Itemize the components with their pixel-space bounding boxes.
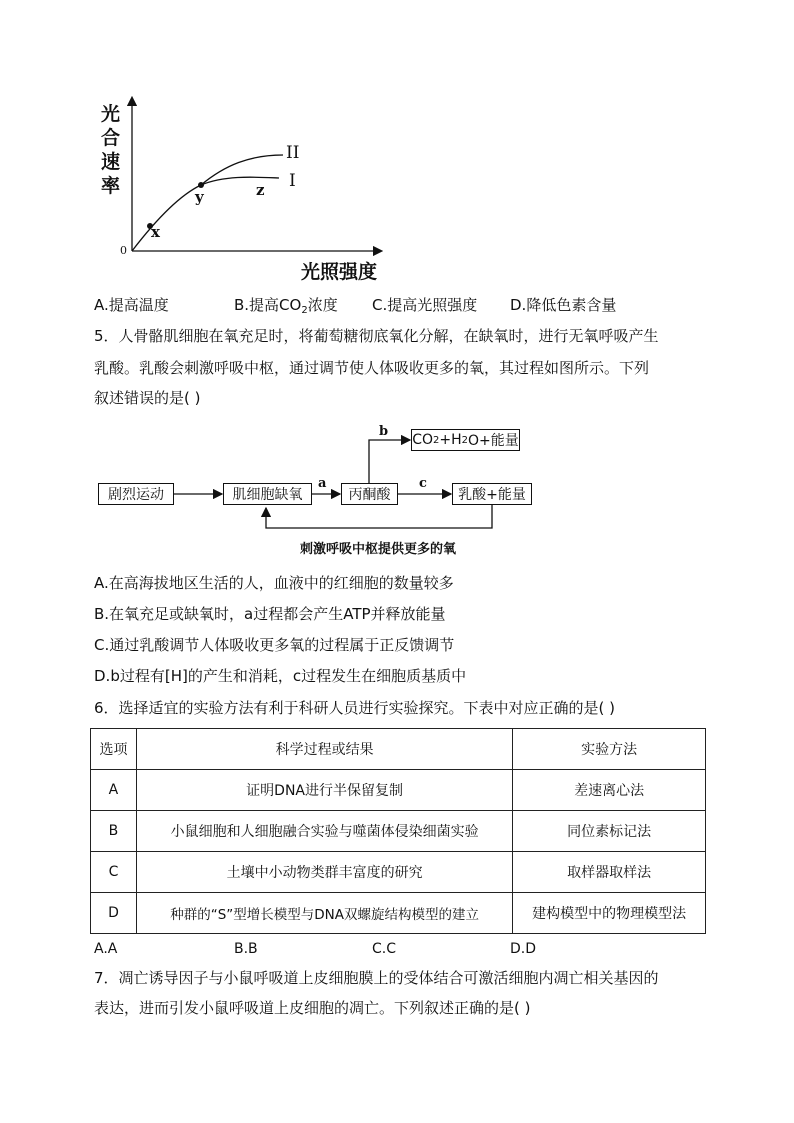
box-lactate: 乳酸+能量 (452, 483, 532, 505)
feedback-arrow (266, 505, 492, 528)
table-cell: 证明DNA进行半保留复制 (136, 770, 512, 811)
table-header-row (91, 729, 706, 770)
table-cell: 取样器取样法 (513, 852, 706, 893)
q6-option-d: D.D (510, 941, 537, 957)
q6-option-b: B.B (234, 941, 258, 957)
q7-stem-line1: 7．凋亡诱导因子与小鼠呼吸道上皮细胞膜上的受体结合可激活细胞内凋亡相关基因的 (94, 969, 659, 987)
arrow-label-b: b (379, 424, 389, 439)
q4-option-a: A.提高温度 (94, 296, 169, 314)
table-cell: 建构模型中的物理模型法 (513, 893, 706, 934)
q5-stem-line2: 乳酸。乳酸会刺激呼吸中枢，通过调节使人体吸收更多的氧，其过程如图所示。下列 (94, 359, 650, 377)
q4-option-b-sub: 2 (301, 305, 308, 316)
y-axis-label-2: 合 (101, 127, 121, 149)
h2o-text: +H (439, 432, 462, 448)
table-row (91, 811, 706, 852)
q6-option-a: A.A (94, 941, 118, 957)
q4-option-b-post: 浓度 (307, 296, 338, 314)
co2-sub: 2 (433, 434, 440, 446)
table-header: 选项 (91, 729, 137, 770)
box-co2-water (411, 429, 520, 451)
arrow-label-c: c (419, 476, 427, 491)
box-hypoxia: 肌细胞缺氧 (223, 483, 312, 505)
q4-option-c: C.提高光照强度 (372, 296, 478, 314)
table-cell: D (91, 893, 137, 934)
q6-option-c: C.C (372, 941, 397, 957)
table-row (91, 852, 706, 893)
point-label-z: z (256, 181, 265, 199)
energy-text: O+能量 (468, 433, 519, 449)
q7-stem-line2: 表达，进而引发小鼠呼吸道上皮细胞的凋亡。下列叙述正确的是( ) (94, 999, 531, 1017)
box-pyruvate: 丙酮酸 (341, 483, 398, 505)
co2-text: CO (412, 432, 434, 448)
curve-label-upper: II (286, 143, 300, 163)
table-cell: 小鼠细胞和人细胞融合实验与噬菌体侵染细菌实验 (136, 811, 512, 852)
origin-label: 0 (120, 244, 127, 257)
q5-option-b: B.在氧充足或缺氧时，a过程都会产生ATP并释放能量 (94, 605, 446, 623)
q6-table (90, 728, 706, 934)
q5-option-a: A.在高海拔地区生活的人，血液中的红细胞的数量较多 (94, 574, 454, 592)
arrow-b (369, 440, 410, 483)
point-label-y: y (195, 188, 204, 206)
table-header: 实验方法 (513, 729, 706, 770)
h2o-sub: 2 (461, 434, 469, 446)
table-header: 科学过程或结果 (136, 729, 512, 770)
respiration-flow-diagram (96, 422, 546, 562)
table-cell: 种群的“S”型增长模型与DNA双螺旋结构模型的建立 (136, 893, 512, 934)
q4-option-d: D.降低色素含量 (510, 296, 617, 314)
feedback-label: 刺激呼吸中枢提供更多的氧 (300, 542, 457, 557)
x-axis-label: 光照强度 (301, 261, 378, 283)
table-cell: B (91, 811, 137, 852)
table-cell: 差速离心法 (513, 770, 706, 811)
point-label-x: x (151, 223, 160, 241)
table-cell: 同位素标记法 (513, 811, 706, 852)
q5-option-c: C.通过乳酸调节人体吸收更多氧的过程属于正反馈调节 (94, 636, 455, 654)
q5-stem-line3: 叙述错误的是( ) (94, 389, 201, 407)
box-exercise: 剧烈运动 (98, 483, 174, 505)
y-axis-label-1: 光 (101, 103, 121, 125)
y-axis-label-3: 速 (101, 151, 121, 173)
curve-label-lower: I (289, 171, 296, 191)
q6-stem: 6．选择适宜的实验方法有利于科研人员进行实验探究。下表中对应正确的是( ) (94, 699, 616, 717)
table-cell: C (91, 852, 137, 893)
table-row (91, 893, 706, 934)
q5-stem-line1: 5．人骨骼肌细胞在氧充足时，将葡萄糖彻底氧化分解，在缺氧时，进行无氧呼吸产生 (94, 327, 659, 345)
table-cell: A (91, 770, 137, 811)
y-axis-label-4: 率 (101, 175, 121, 197)
table-cell: 土壤中小动物类群丰富度的研究 (136, 852, 512, 893)
arrow-label-a: a (318, 476, 327, 491)
q4-option-b (234, 294, 338, 316)
table-row (91, 770, 706, 811)
photosynthesis-graph (95, 95, 395, 285)
q4-option-b-text: B.提高CO (234, 296, 302, 314)
q5-option-d: D.b过程有[H]的产生和消耗，c过程发生在细胞质基质中 (94, 667, 467, 685)
